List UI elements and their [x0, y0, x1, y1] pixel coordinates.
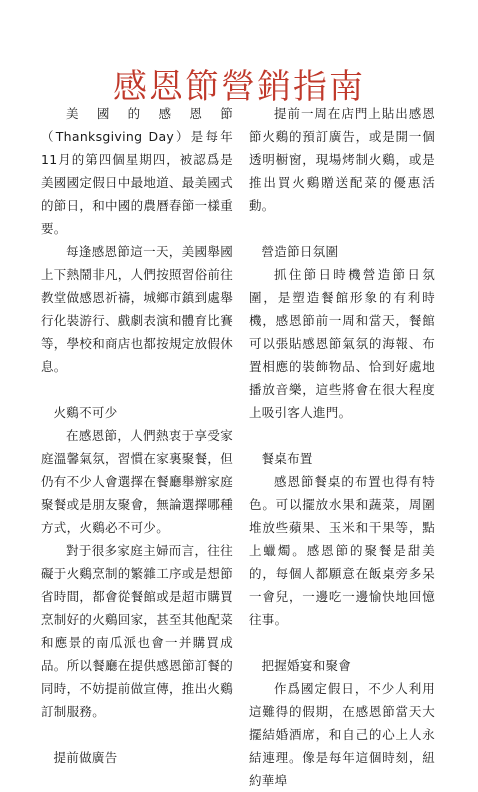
page-title: 感恩節營銷指南: [113, 66, 365, 107]
spacer: [41, 378, 233, 401]
spacer: [249, 631, 435, 654]
section-heading: 火鷄不可少: [53, 405, 118, 420]
paragraph: 每逢感恩節這一天，美國舉國上下熱鬧非凡，人們按照習俗前往教堂做感恩祈禱，城鄉市鎮到處舉行化裝游行、戲劇表演和體育比賽等，學校和商店也都按規定放假休息。: [41, 244, 234, 374]
paragraph: 作爲國定假日，不少人利用這難得的假期，在感恩節當天大擺結婚酒席，和自己的心上人永結連理。像是每年這個時刻，紐約華埠: [249, 681, 435, 788]
section-heading: 營造節日氛圍: [261, 244, 339, 259]
paragraph: 提前一周在店門上貼出感恩節火鷄的預訂廣告，或是開一個透明橱窗，現場烤制火鷄，或是推出買火鷄贈送配菜的優惠活動。: [249, 106, 435, 213]
left-column: [41, 102, 233, 769]
paragraph: 抓住節日時機營造節日氛圍，是塑造餐館形象的有利時機，感恩節前一周和當天，餐館可以張貼感恩節氣氛的海報、布置相應的裝飾物品、恰到好處地播放音樂，這些將會在很大程度上吸引客人進門。: [249, 267, 435, 420]
paragraph: 美國的感恩節（Thanksgiving Day）是每年11月的第四個星期四，被認爲是美國國定假日中最地道、最美國式的節日，和中國的農曆春節一樣重要。: [41, 106, 234, 236]
paragraph: 感恩節餐桌的布置也得有特色。可以擺放水果和蔬菜，周圍堆放些蘋果、玉米和干果等，點上蠟燭。感恩節的聚餐是甜美的，每個人都願意在飯桌旁多呆一會兒，一邊吃一邊愉快地回憶往事。: [249, 474, 435, 627]
right-column: [249, 102, 435, 792]
section-heading: 把握婚宴和聚會: [261, 658, 352, 673]
paragraph: 在感恩節，人們熱衷于享受家庭溫馨氣氛，習慣在家裏聚餐，但仍有不少人會選擇在餐廳舉辦家庭聚餐或是朋友聚會，無論選擇哪種方式，火鷄必不可少。: [41, 428, 234, 535]
spacer: [249, 217, 435, 240]
spacer: [41, 723, 233, 746]
paragraph: 對于很多家庭主婦而言，往往礙于火鷄烹制的繁雜工序或是想節省時間，都會從餐館或是超市購買烹制好的火鷄回家，甚至其他配菜和應景的南瓜派也會一并購買成品。所以餐廳在提供感恩節訂餐的同時，不妨提前做宣傳，推出火鷄訂制服務。: [41, 543, 234, 719]
spacer: [249, 424, 435, 447]
section-heading: 餐桌布置: [261, 451, 313, 466]
section-heading: 提前做廣告: [53, 750, 118, 765]
